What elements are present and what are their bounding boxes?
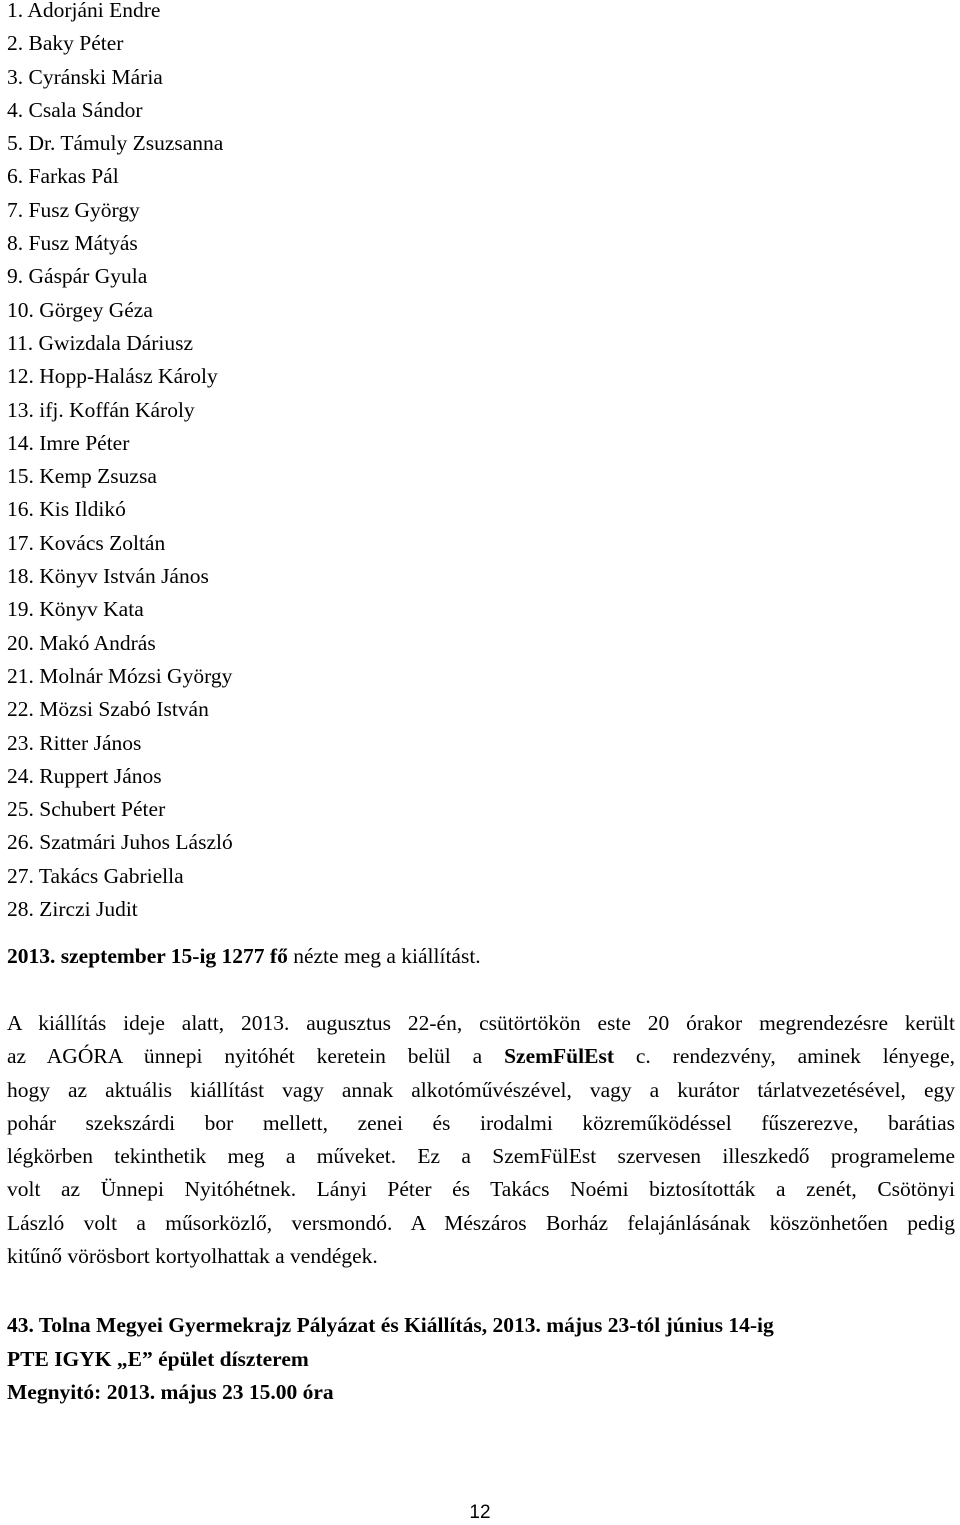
participant-name: Imre Péter (39, 430, 130, 455)
list-item (7, 460, 233, 493)
list-number: 16. (7, 497, 34, 522)
list-item (7, 593, 233, 626)
participant-name: Fusz György (28, 197, 140, 222)
list-number: 15. (7, 464, 34, 489)
event-heading-block (7, 1309, 774, 1410)
list-number: 6. (7, 164, 24, 189)
page-number: 12 (469, 1502, 491, 1523)
list-number: 28. (7, 897, 34, 922)
list-item (7, 294, 233, 327)
paragraph-text: az AGÓRA ünnepi nyitóhét keretein belül a (7, 1044, 505, 1069)
list-number: 26. (7, 830, 34, 855)
list-item (7, 860, 233, 893)
list-number: 27. (7, 863, 34, 888)
list-number: 21. (7, 663, 34, 688)
participant-name: Takács Gabriella (38, 863, 184, 888)
list-item (7, 493, 233, 526)
list-number: 13. (7, 397, 34, 422)
participant-name: Cyránski Mária (28, 64, 163, 89)
list-number: 23. (7, 730, 34, 755)
participant-name: Dr. Támuly Zsuzsanna (28, 131, 224, 156)
paragraph-line: A kiállítás ideje alatt, 2013. augusztus 22-én, csütörtökön este 20 órakor megrendezésre került (7, 1011, 955, 1035)
event-title: 43. Tolna Megyei Gyermekrajz Pályázat és Kiállítás, 2013. május 23-tól június 14-ig (7, 1313, 774, 1337)
participant-name: Schubert Péter (39, 797, 166, 822)
list-item (7, 893, 233, 926)
participant-name: ifj. Koffán Károly (39, 397, 195, 422)
participant-name: Makó András (39, 630, 156, 655)
list-item (7, 793, 233, 826)
participant-name: Kovács Zoltán (39, 530, 166, 555)
list-number: 3. (7, 64, 24, 89)
list-item (7, 94, 233, 127)
list-number: 5. (7, 131, 24, 156)
participant-name: Könyv István János (39, 564, 209, 589)
list-number: 9. (7, 264, 24, 289)
participant-name: Szatmári Juhos László (39, 830, 233, 855)
list-item (7, 160, 233, 193)
participant-name: Ritter János (39, 730, 142, 755)
list-item (7, 826, 233, 859)
list-number: 18. (7, 564, 34, 589)
list-item (7, 194, 233, 227)
participant-name: Adorjáni Endre (27, 0, 161, 22)
participant-name: Zirczi Judit (39, 897, 138, 922)
list-number: 24. (7, 763, 34, 788)
paragraph-line: légkörben tekinthetik meg a műveket. Ez a SzemFülEst szervesen illeszkedő programeleme (7, 1144, 955, 1169)
szemfulest-bold: SzemFülEst (504, 1044, 614, 1069)
list-number: 2. (7, 31, 24, 56)
paragraph-line: kitűnő vörösbort kortyolhattak a vendégek. (7, 1244, 378, 1269)
participant-name: Kis Ildikó (39, 497, 126, 522)
paragraph-text: c. rendezvény, aminek lényege, (613, 1044, 955, 1069)
paragraph-line: hogy az aktuális kiállítást vagy annak alkotóművészével, vagy a kurátor tárlatvezetésével, egy (7, 1077, 955, 1102)
participant-name: Csala Sándor (28, 97, 143, 122)
participant-name: Kemp Zsuzsa (39, 464, 157, 489)
visitor-count-rest: nézte meg a kiállítást. (287, 944, 481, 968)
list-number: 25. (7, 797, 34, 822)
visitor-count-sentence (7, 941, 481, 971)
list-number: 17. (7, 530, 34, 555)
participant-name: Fusz Mátyás (28, 231, 138, 256)
visitor-count-bold: 2013. szeptember 15-ig 1277 fő (7, 944, 288, 968)
list-item (7, 227, 233, 260)
list-item (7, 627, 233, 660)
list-item (7, 327, 233, 360)
participant-name: Görgey Géza (39, 297, 153, 322)
list-number: 19. (7, 597, 34, 622)
list-item (7, 693, 233, 726)
list-number: 4. (7, 97, 24, 122)
list-number: 12. (7, 364, 34, 389)
list-item (7, 260, 233, 293)
list-item (7, 127, 233, 160)
list-number: 14. (7, 430, 34, 455)
list-number: 11. (7, 330, 34, 355)
participant-name: Ruppert János (39, 763, 162, 788)
list-number: 8. (7, 231, 24, 256)
paragraph-line: pohár szekszárdi bor mellett, zenei és irodalmi közreműködéssel fűszerezve, barátias (7, 1110, 955, 1135)
list-item (7, 0, 233, 27)
list-number: 10. (7, 297, 34, 322)
list-number: 7. (7, 197, 24, 222)
event-description-paragraph (7, 1007, 955, 1273)
participant-name: Baky Péter (28, 31, 124, 56)
participant-name: Gáspár Gyula (28, 264, 148, 289)
participant-name: Hopp-Halász Károly (39, 364, 218, 389)
paragraph-line: volt az Ünnepi Nyitóhétnek. Lányi Péter és Takács Noémi biztosították a zenét, Csötönyi (7, 1177, 955, 1202)
list-item (7, 660, 233, 693)
participant-name: Gwizdala Dáriusz (38, 330, 194, 355)
list-number: 20. (7, 630, 34, 655)
participant-name: Könyv Kata (39, 597, 144, 622)
list-item (7, 727, 233, 760)
list-item (7, 27, 233, 60)
list-number: 1. (7, 0, 24, 22)
participant-name: Molnár Mózsi György (39, 663, 233, 688)
list-item (7, 527, 233, 560)
participant-list (7, 0, 233, 926)
list-item (7, 560, 233, 593)
event-opening: Megnyitó: 2013. május 23 15.00 óra (7, 1380, 334, 1404)
list-number: 22. (7, 697, 34, 722)
list-item (7, 427, 233, 460)
event-venue: PTE IGYK „E” épület díszterem (7, 1346, 309, 1371)
paragraph-line (7, 1040, 955, 1073)
list-item (7, 61, 233, 94)
participant-name: Mözsi Szabó István (39, 697, 209, 722)
list-item (7, 360, 233, 393)
participant-name: Farkas Pál (28, 164, 119, 189)
list-item (7, 394, 233, 427)
list-item (7, 760, 233, 793)
paragraph-line: László volt a műsorközlő, versmondó. A Mészáros Borház felajánlásának köszönhetően pedig (7, 1210, 955, 1235)
